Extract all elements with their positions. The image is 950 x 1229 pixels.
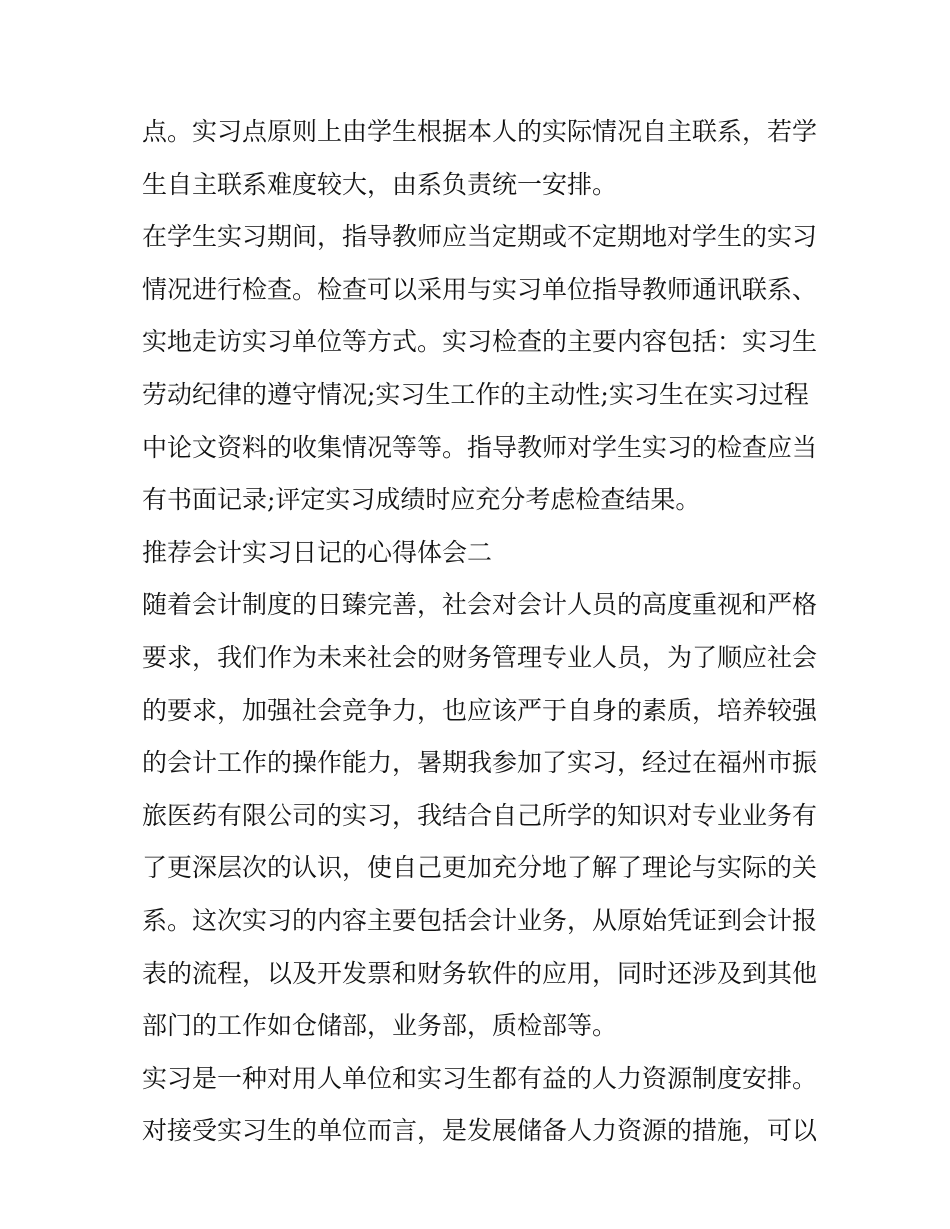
section-heading: 推荐会计实习日记的心得体会二	[142, 537, 493, 567]
paragraph-line: 要求，我们作为未来社会的财务管理专业人员，为了顺应社会	[142, 642, 818, 672]
paragraph-line: 有书面记录;评定实习成绩时应充分考虑检查结果。	[142, 485, 701, 515]
paragraph-line: 实习是一种对用人单位和实习生都有益的人力资源制度安排。	[142, 1063, 818, 1093]
paragraph-line: 系。这次实习的内容主要包括会计业务，从原始凭证到会计报	[142, 905, 818, 935]
document-body	[142, 106, 822, 1158]
paragraph-line: 点。实习点原则上由学生根据本人的实际情况自主联系，若学	[142, 117, 818, 146]
paragraph-line: 劳动纪律的遵守情况;实习生工作的主动性;实习生在实习过程	[142, 379, 809, 409]
paragraph-line: 情况进行检查。检查可以采用与实习单位指导教师通讯联系、	[142, 274, 818, 304]
paragraph-line: 实地走访实习单位等方式。实习检查的主要内容包括：实习生	[142, 327, 818, 357]
paragraph-line: 部门的工作如仓储部，业务部，质检部等。	[142, 1011, 618, 1041]
paragraph-line: 了更深层次的认识，使自己更加充分地了解了理论与实际的关	[142, 853, 818, 883]
paragraph-line: 的要求，加强社会竞争力，也应该严于自身的素质，培养较强	[142, 695, 818, 725]
paragraph-line: 生自主联系难度较大，由系负责统一安排。	[142, 169, 618, 199]
paragraph-line: 随着会计制度的日臻完善，社会对会计人员的高度重视和严格	[142, 590, 818, 620]
paragraph-line: 对接受实习生的单位而言，是发展储备人力资源的措施，可以	[142, 1116, 818, 1146]
paragraph-line: 中论文资料的收集情况等等。指导教师对学生实习的检查应当	[142, 432, 818, 462]
paragraph-line: 在学生实习期间，指导教师应当定期或不定期地对学生的实习	[142, 222, 818, 252]
paragraph-line: 旅医药有限公司的实习，我结合自己所学的知识对专业业务有	[142, 800, 818, 830]
paragraph-line: 表的流程，以及开发票和财务软件的应用，同时还涉及到其他	[142, 958, 818, 988]
paragraph-line: 的会计工作的操作能力，暑期我参加了实习，经过在福州市振	[142, 748, 818, 778]
